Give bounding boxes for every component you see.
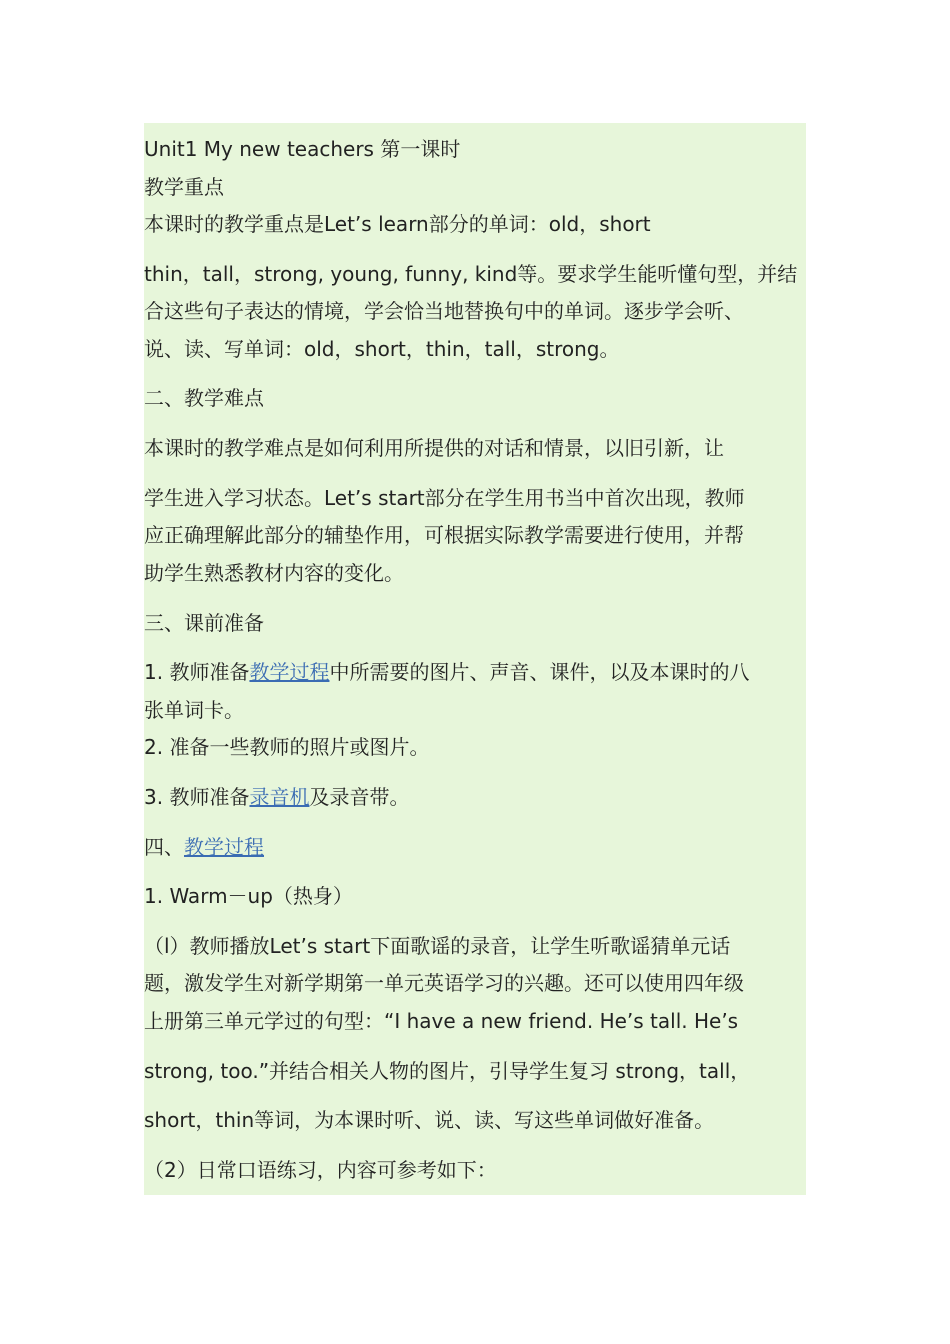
paragraph-line: 学生进入学习状态。Let’s start部分在学生用书当中首次出现，教师 <box>144 486 745 510</box>
teaching-process-link[interactable]: 教学过程 <box>249 660 330 684</box>
paragraph-line: 助学生熟悉教材内容的变化。 <box>144 561 404 585</box>
prep-item-3: 3. 教师准备录音机及录音带。 <box>144 785 410 809</box>
section-heading-difficulties: 二、教学难点 <box>144 386 264 410</box>
paragraph-line: （2）日常口语练习，内容可参考如下： <box>144 1158 497 1182</box>
paragraph-line: 题，激发学生对新学期第一单元英语学习的兴趣。还可以使用四年级 <box>144 971 744 995</box>
doc-title: Unit1 My new teachers 第一课时 <box>144 137 461 161</box>
section-heading-preparation: 三、课前准备 <box>144 611 264 635</box>
step-warm-up: 1. Warm－up（热身） <box>144 884 353 908</box>
paragraph-line: （l）教师播放Let’s start下面歌谣的录音，让学生听歌谣猜单元话 <box>144 934 731 958</box>
paragraph-line: strong, too.”并结合相关人物的图片，引导学生复习 strong，tall， <box>144 1059 751 1083</box>
paragraph-line: short，thin等词，为本课时听、说、读、写这些单词做好准备。 <box>144 1108 715 1132</box>
paragraph-line: 说、读、写单词：old，short，thin，tall，strong。 <box>144 337 620 361</box>
paragraph-line: 合这些句子表达的情境，学会恰当地替换句中的单词。逐步学会听、 <box>144 299 744 323</box>
tape-recorder-link[interactable]: 录音机 <box>249 785 310 809</box>
paragraph-line: 本课时的教学难点是如何利用所提供的对话和情景，以旧引新，让 <box>144 436 724 460</box>
paragraph-line: 张单词卡。 <box>144 698 244 722</box>
paragraph-line: 本课时的教学重点是Let’s learn部分的单词：old，short <box>144 212 651 236</box>
paragraph-line: 应正确理解此部分的辅垫作用，可根据实际教学需要进行使用，并帮 <box>144 523 744 547</box>
paragraph-line: 上册第三单元学过的句型：“I have a new friend. He’s tall. He’s <box>144 1009 739 1033</box>
section-heading-key-points: 教学重点 <box>144 175 224 199</box>
prep-item-1: 1. 教师准备教学过程中所需要的图片、声音、课件，以及本课时的八 <box>144 660 750 684</box>
paragraph-line: thin，tall，strong, young, funny, kind等。要求学生能听懂句型，并结 <box>144 262 798 286</box>
prep-item-2: 2. 准备一些教师的照片或图片。 <box>144 735 430 759</box>
teaching-process-heading-link[interactable]: 教学过程 <box>184 835 264 859</box>
section-heading-process: 四、教学过程 <box>144 835 264 859</box>
